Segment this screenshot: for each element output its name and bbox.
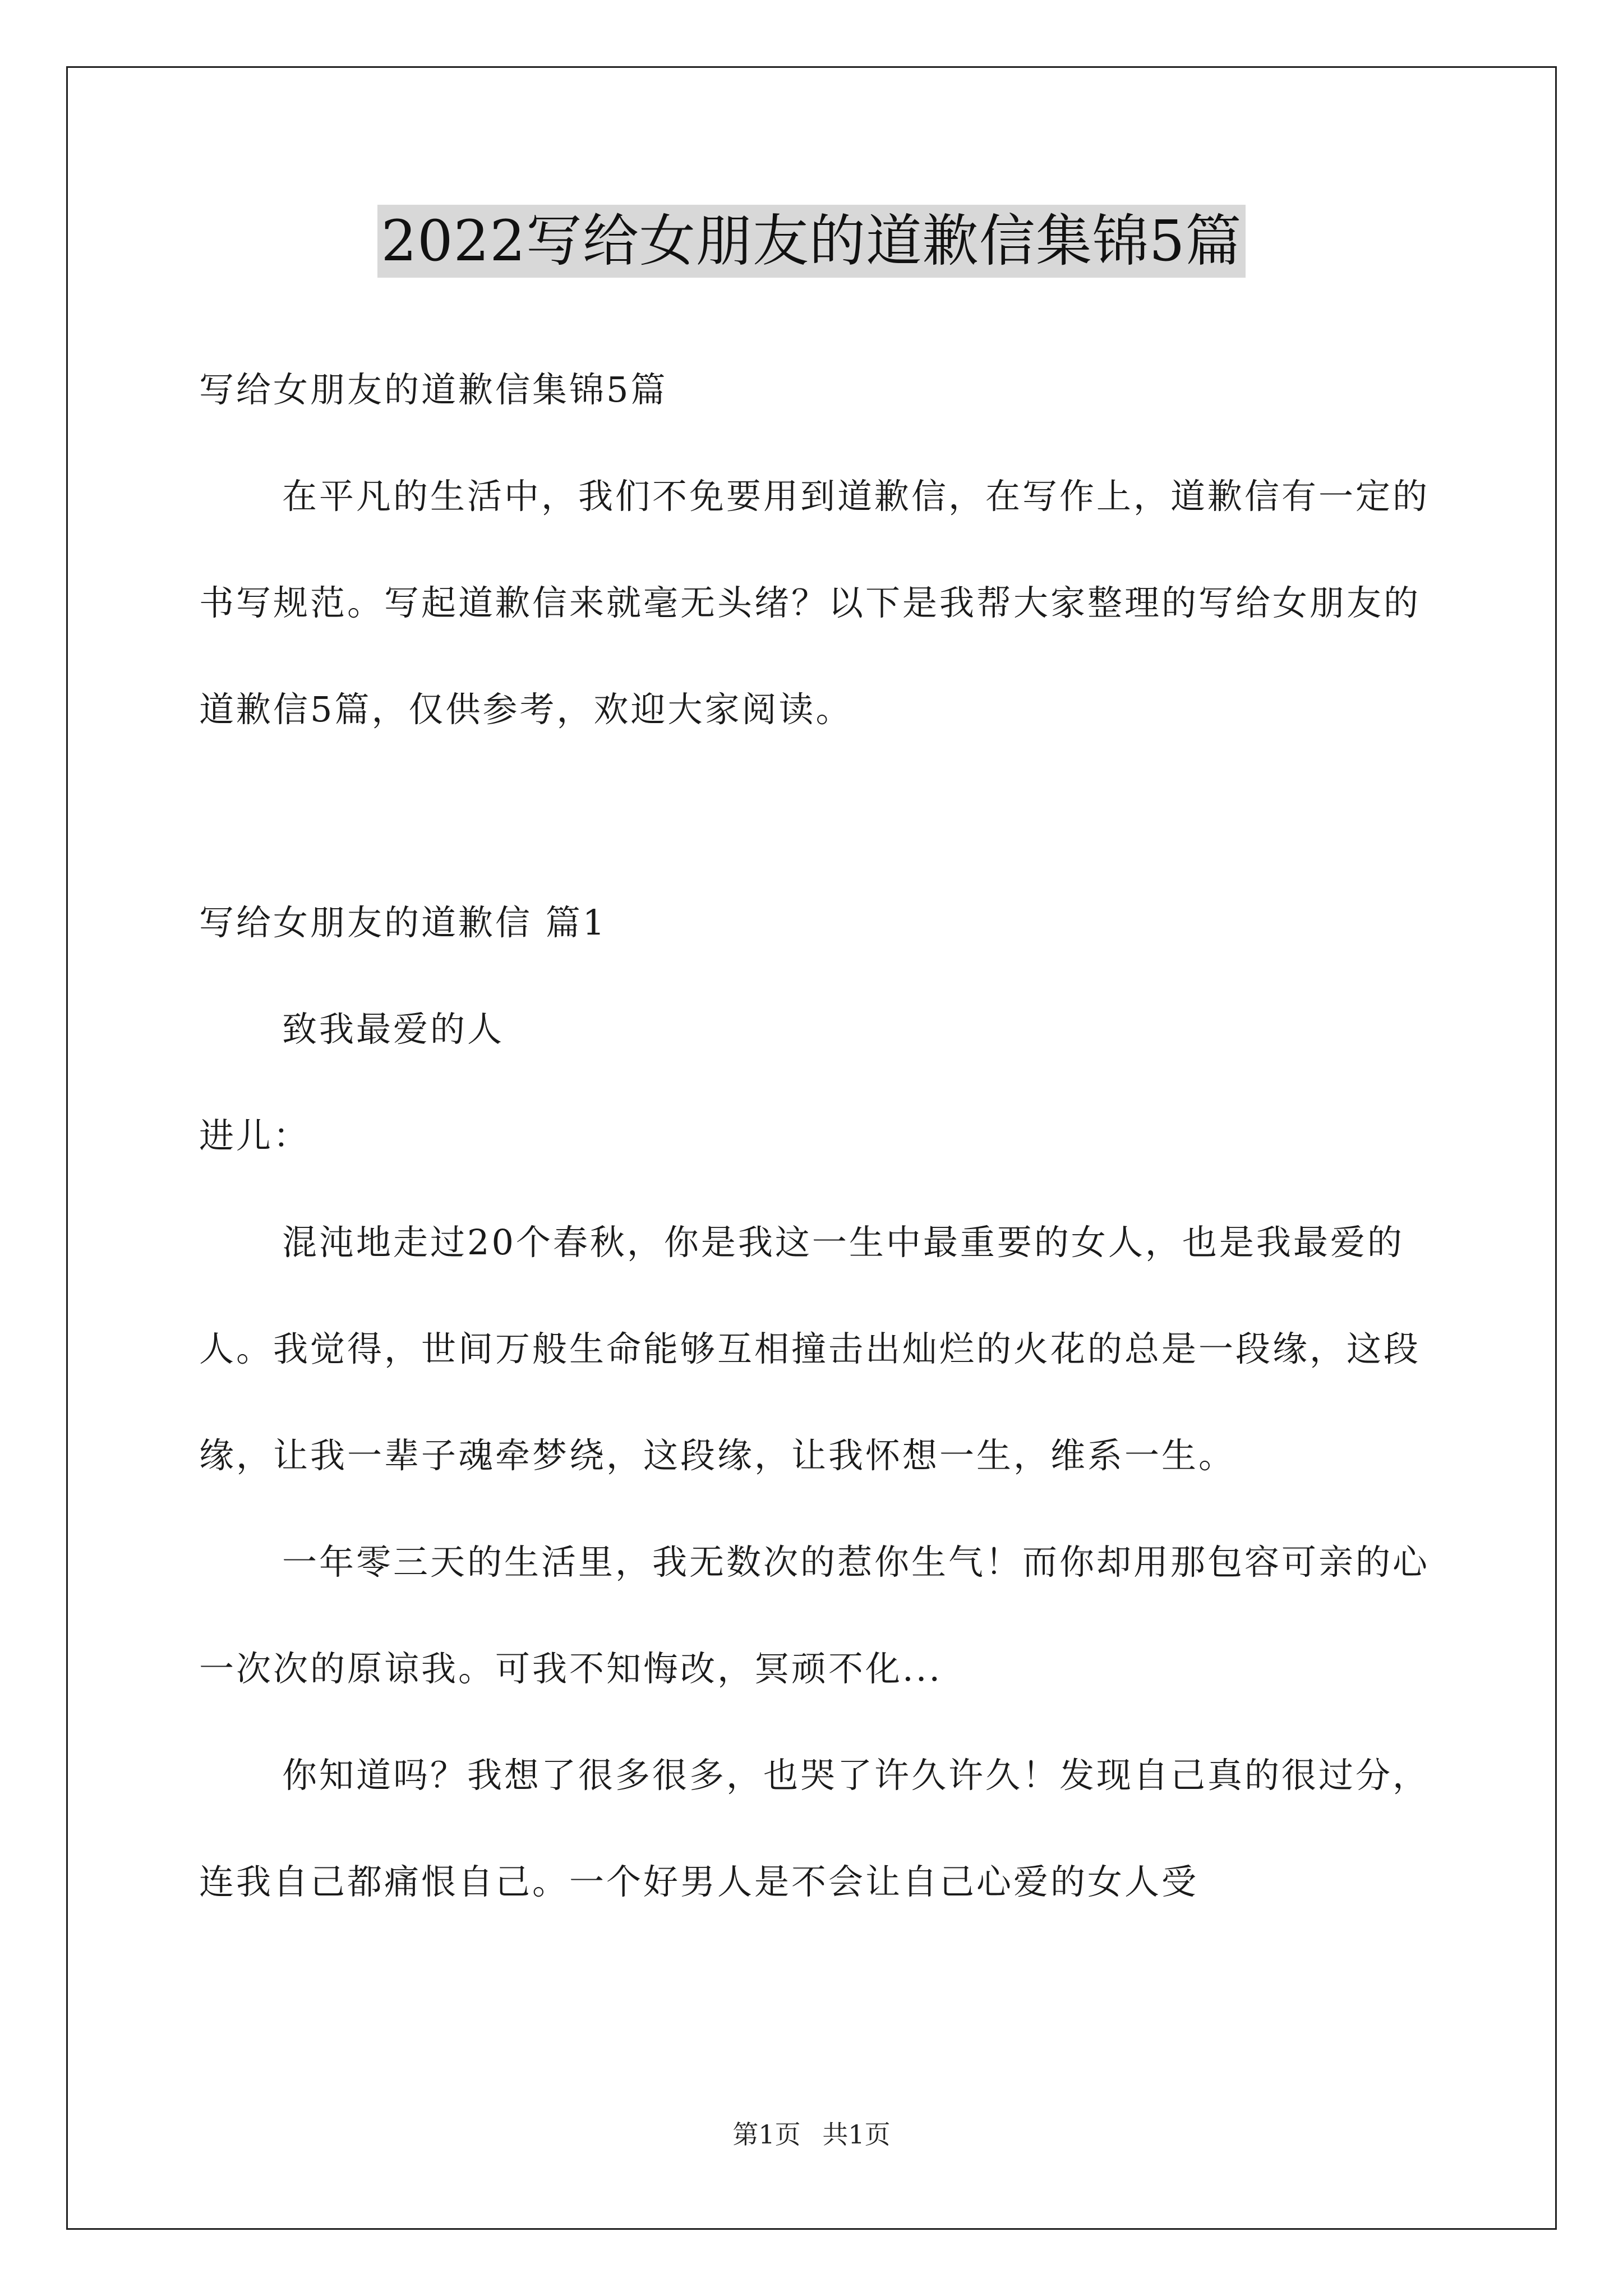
intro-paragraph: 在平凡的生活中，我们不免要用到道歉信，在写作上，道歉信有一定的书写规范。写起道歉信来就毫无头绪？以下是我帮大家整理的写给女朋友的道歉信5篇，仅供参考，欢迎大家阅读。 xyxy=(199,476,1430,730)
spacer xyxy=(199,763,1433,869)
subtitle: 写给女朋友的道歉信集锦5篇 xyxy=(199,369,668,410)
salutation-name: 进儿： xyxy=(199,1115,311,1156)
page-footer xyxy=(0,2118,1623,2151)
body-paragraph: 你知道吗？我想了很多很多，也哭了许久许久！发现自己真的很过分，连我自己都痛恨自己。一个好男人是不会让自己心爱的女人受 xyxy=(199,1755,1430,1902)
body-paragraph: 混沌地走过20个春秋，你是我这一生中最重要的女人，也是我最爱的人。我觉得，世间万般生命能够互相撞击出灿烂的火花的总是一段缘，这段缘，让我一辈子魂牵梦绕，这段缘，让我怀想一生，维系一生。 xyxy=(199,1222,1421,1476)
salutation-recipient: 致我最爱的人 xyxy=(282,1009,505,1050)
title-container xyxy=(0,205,1623,278)
document-body xyxy=(199,337,1433,1935)
document-title: 2022写给女朋友的道歉信集锦5篇 xyxy=(377,205,1245,278)
page-number: 第1页 xyxy=(732,2119,801,2150)
page-total: 共1页 xyxy=(822,2119,891,2150)
body-paragraph: 一年零三天的生活里，我无数次的惹你生气！而你却用那包容可亲的心一次次的原谅我。可我不知悔改，冥顽不化... xyxy=(199,1542,1430,1689)
section-heading: 写给女朋友的道歉信 篇1 xyxy=(199,902,607,943)
